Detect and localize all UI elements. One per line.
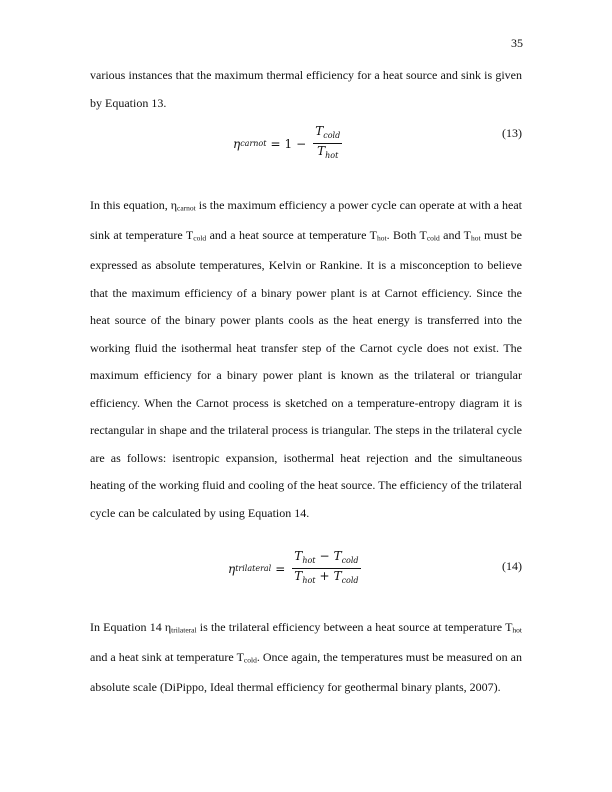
text: In this equation, xyxy=(90,198,171,212)
t-symbol: T xyxy=(185,228,194,242)
t-symbol: T xyxy=(294,569,303,583)
equation-14 xyxy=(90,549,522,589)
t-symbol: T xyxy=(294,549,303,563)
eta-subscript: carnot xyxy=(240,139,267,148)
subscript: cold xyxy=(193,233,207,243)
paragraph-carnot-explanation xyxy=(90,192,522,527)
eta-symbol: η xyxy=(233,136,241,151)
text: In Equation 14 xyxy=(90,620,165,634)
text: is the trilateral efficiency between a heat source at temperature xyxy=(196,620,506,634)
text: is the maximum efficiency a power cycle can operate at with a heat sink at temperature xyxy=(90,198,522,242)
t-subscript: hot xyxy=(325,151,339,160)
fraction-numerator xyxy=(313,124,342,144)
plus-sign: + xyxy=(319,569,330,583)
equals-sign: = xyxy=(275,561,286,576)
one: 1 xyxy=(284,136,293,151)
equation-14-expression xyxy=(228,549,364,588)
paragraph-trilateral-explanation xyxy=(90,614,522,702)
fraction-numerator xyxy=(292,549,360,569)
text: must be expressed as absolute temperatures, Kelvin or Rankine. It is a misconception to believe that the maximum efficiency of a binary power plant is at Carnot efficiency. Since the heat source of the binary power plants cools as the heat energy is transferred into the working fluid the isothermal heat transfer step of the Carnot cycle does not exist. The maximum efficiency for a binary power plant is known as the trilateral or triangular efficiency. When the Carnot process is sketched on a temperature-entropy diagram it is rectangular in shape and the trilateral process is triangular. The steps in the trilateral cycle are as follows: isentropic expansion, isothermal heat rejection and the simultaneous heating of the working fluid and cooling of the heat source. The efficiency of the trilateral cycle can be calculated by using Equation 14. xyxy=(90,228,523,520)
minus-sign: − xyxy=(319,549,330,563)
t-symbol: T xyxy=(463,228,471,242)
t-symbol: T xyxy=(333,549,342,563)
subscript: cold xyxy=(426,233,440,243)
t-subscript: cold xyxy=(341,556,359,565)
equation-13-number: (13) xyxy=(502,126,522,140)
fraction-denominator xyxy=(315,144,340,163)
t-subscript: hot xyxy=(302,576,316,585)
fraction xyxy=(313,124,342,163)
equation-13 xyxy=(90,122,522,162)
t-symbol: T xyxy=(505,620,513,634)
text: and a heat sink at temperature xyxy=(90,650,237,664)
fraction-denominator xyxy=(292,569,360,588)
text: and a heat source at temperature xyxy=(206,228,370,242)
text: and xyxy=(439,228,464,242)
fraction xyxy=(292,549,360,588)
text: . Both xyxy=(386,228,420,242)
equation-13-expression xyxy=(233,124,345,163)
text: . Once again, the temperatures must be measured on an absolute scale (DiPippo, Ideal thermal efficiency for geothermal binary plants, 2007). xyxy=(90,650,522,694)
eta-symbol: η xyxy=(170,198,177,212)
subscript: cold xyxy=(243,655,257,665)
subscript: hot xyxy=(376,233,387,243)
equals-sign: = xyxy=(270,136,281,151)
subscript: hot xyxy=(470,233,481,243)
t-symbol: T xyxy=(333,569,342,583)
eta-subscript: trilateral xyxy=(235,564,272,573)
paragraph-intro xyxy=(90,62,522,117)
t-subscript: hot xyxy=(302,556,316,565)
page-number: 35 xyxy=(511,36,523,50)
t-symbol: T xyxy=(236,650,244,664)
subscript: trilateral xyxy=(171,625,197,635)
t-symbol: T xyxy=(315,124,324,138)
t-subscript: cold xyxy=(323,131,341,140)
eta-symbol: η xyxy=(164,620,172,634)
t-symbol: T xyxy=(369,228,377,242)
minus-sign: − xyxy=(296,136,307,151)
subscript: hot xyxy=(512,625,522,635)
equation-14-number: (14) xyxy=(502,559,522,573)
eta-symbol: η xyxy=(228,561,236,576)
t-symbol: T xyxy=(317,144,326,158)
paragraph-intro-text: various instances that the maximum thermal efficiency for a heat source and sink is given by Equation 13. xyxy=(90,68,522,110)
t-subscript: cold xyxy=(341,576,359,585)
subscript: carnot xyxy=(177,203,196,213)
t-symbol: T xyxy=(419,228,427,242)
